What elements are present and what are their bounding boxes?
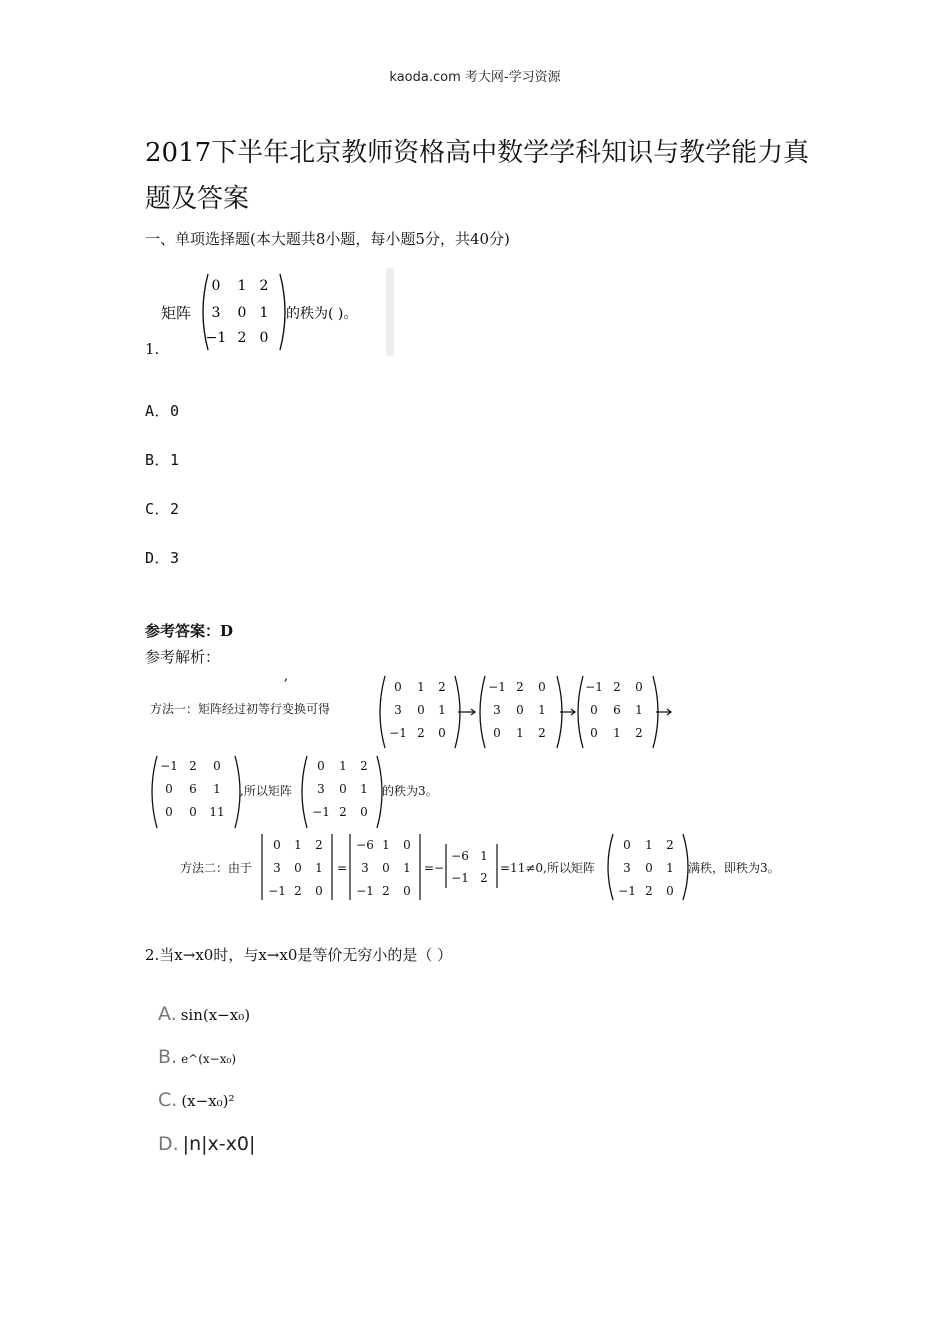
m1c-21: 1 [613, 726, 621, 740]
m2-11: 0 [645, 861, 653, 875]
m1d-12: 1 [213, 782, 221, 796]
m1d-01: 2 [189, 759, 197, 773]
q2-option-c-label: C. [158, 1089, 178, 1111]
stray-mark: , [283, 668, 289, 684]
m1e-20: −1 [312, 805, 330, 819]
d3-10: −1 [451, 871, 469, 885]
m1b-02: 0 [538, 680, 546, 694]
d2-20: −1 [356, 884, 374, 898]
section-heading: 一、单项选择题(本大题共8小题，每小题5分，共40分) [145, 230, 510, 248]
q2-option-b[interactable] [158, 1046, 236, 1068]
q1-m-02: 2 [259, 278, 269, 294]
m2-00: 0 [623, 838, 631, 852]
q1-m-21: 2 [237, 330, 247, 346]
m1b-10: 3 [493, 703, 501, 717]
d3-01: 1 [480, 849, 488, 863]
m2-02: 2 [666, 838, 674, 852]
q1-m-20: −1 [205, 330, 227, 346]
m1c-left-paren [578, 676, 583, 748]
m1e-02: 2 [360, 759, 368, 773]
d3-00: −6 [451, 849, 469, 863]
m2-mid: =11≠0,所以矩阵 [500, 861, 595, 875]
m2-20: −1 [618, 884, 636, 898]
analysis-figure [145, 668, 805, 912]
q1-m-12: 1 [259, 305, 269, 321]
m1e-12: 1 [360, 782, 368, 796]
d2-11: 0 [382, 861, 390, 875]
m1a-00: 0 [394, 680, 402, 694]
q1-m-10: 3 [211, 305, 221, 321]
m1c-20: 0 [590, 726, 598, 740]
q2-option-d[interactable] [158, 1133, 255, 1155]
m1d-22: 11 [209, 805, 225, 819]
d3-11: 2 [480, 871, 488, 885]
m1a-02: 2 [438, 680, 446, 694]
m1e-00: 0 [317, 759, 325, 773]
m1b-left-paren [480, 676, 485, 748]
eq-1: = [336, 861, 348, 875]
q1-m-00: 0 [211, 278, 221, 294]
m1d-20: 0 [165, 805, 173, 819]
m1b-22: 2 [538, 726, 546, 740]
d1-20: −1 [268, 884, 286, 898]
d1-11: 0 [294, 861, 302, 875]
d2-12: 1 [403, 861, 411, 875]
m1a-left-paren [380, 676, 385, 748]
reference-answer: 参考答案：D [145, 622, 234, 640]
m1e-21: 2 [339, 805, 347, 819]
d2-01: 1 [382, 838, 390, 852]
m1c-22: 2 [635, 726, 643, 740]
m1e-01: 1 [339, 759, 347, 773]
q1-m-22: 0 [259, 330, 269, 346]
eq-neg: =− [423, 861, 445, 875]
m1c-01: 2 [613, 680, 621, 694]
m1c-11: 6 [613, 703, 621, 717]
m1d-10: 0 [165, 782, 173, 796]
q2-option-b-label: B. [158, 1046, 178, 1068]
m2-21: 2 [645, 884, 653, 898]
q1-prefix: 矩阵 [161, 304, 192, 322]
d1-12: 1 [315, 861, 323, 875]
m1d-00: −1 [160, 759, 178, 773]
m1d-left-paren [152, 756, 157, 828]
m1e-left-paren [302, 756, 307, 828]
m1b-11: 0 [516, 703, 524, 717]
q2-option-c-expr: (x−x₀)² [181, 1092, 235, 1110]
m2-10: 3 [623, 861, 631, 875]
q1-suffix: 的秩为( )。 [286, 306, 358, 322]
q2-option-a-label: A. [158, 1003, 177, 1025]
q1-matrix-figure [158, 268, 394, 356]
m1a-21: 2 [417, 726, 425, 740]
m1c-02: 0 [635, 680, 643, 694]
d2-22: 0 [403, 884, 411, 898]
d1-02: 2 [315, 838, 323, 852]
m1a-22: 0 [438, 726, 446, 740]
m2-22: 0 [666, 884, 674, 898]
method2-label: 方法二：由于 [180, 861, 253, 875]
q1-option-d[interactable]: D．3 [145, 549, 180, 567]
m2-01: 1 [645, 838, 653, 852]
m1-end: 的秩为3。 [382, 784, 438, 798]
q2-option-c[interactable] [158, 1089, 235, 1111]
m1c-10: 0 [590, 703, 598, 717]
m1b-21: 1 [516, 726, 524, 740]
q2-option-d-expr: |n|x-x0| [182, 1133, 256, 1155]
page-header: kaoda.com 考大网-学习资源 [389, 70, 561, 85]
q2-option-b-expr: e^(x−x₀) [181, 1052, 236, 1066]
m1e-10: 3 [317, 782, 325, 796]
m1e-22: 0 [360, 805, 368, 819]
method1-label: 方法一：矩阵经过初等行变换可得 [150, 702, 331, 716]
m1-text: ,所以矩阵 [240, 784, 292, 798]
q1-option-a[interactable]: A．0 [145, 402, 180, 420]
m1d-11: 6 [189, 782, 197, 796]
m1b-00: −1 [488, 680, 506, 694]
m1d-02: 0 [213, 759, 221, 773]
q1-number: 1. [145, 340, 160, 358]
m2-left-paren [608, 834, 613, 900]
q2-option-d-label: D. [158, 1133, 179, 1155]
m1c-12: 1 [635, 703, 643, 717]
d2-00: −6 [356, 838, 374, 852]
m1d-21: 0 [189, 805, 197, 819]
m1b-01: 2 [516, 680, 524, 694]
q2-option-a-expr: sin(x−x₀) [180, 1006, 251, 1024]
m1a-20: −1 [389, 726, 407, 740]
m1e-11: 0 [339, 782, 347, 796]
d2-21: 2 [382, 884, 390, 898]
d2-10: 3 [361, 861, 369, 875]
q1-m-11: 0 [237, 305, 247, 321]
m1a-01: 1 [417, 680, 425, 694]
m1b-20: 0 [493, 726, 501, 740]
q2-stem: 2.当x→x0时，与x→x0是等价无穷小的是（ ） [145, 946, 453, 964]
m2-12: 1 [666, 861, 674, 875]
document-title: 2017下半年北京教师资格高中数学学科知识与教学能力真题及答案 [145, 138, 810, 214]
m1a-11: 0 [417, 703, 425, 717]
d1-10: 3 [273, 861, 281, 875]
q1-option-b[interactable]: B．1 [145, 451, 180, 469]
m1a-12: 1 [438, 703, 446, 717]
m2-end: 满秩，即秩为3。 [688, 861, 780, 875]
m1a-10: 3 [394, 703, 402, 717]
analysis-label: 参考解析： [145, 648, 221, 666]
m1c-00: −1 [585, 680, 603, 694]
d1-22: 0 [315, 884, 323, 898]
q2-option-a[interactable] [158, 1003, 250, 1025]
q1-m-01: 1 [237, 278, 247, 294]
d1-21: 2 [294, 884, 302, 898]
m1b-12: 1 [538, 703, 546, 717]
q1-option-c[interactable]: C．2 [145, 500, 180, 518]
d1-01: 1 [294, 838, 302, 852]
d1-00: 0 [273, 838, 281, 852]
d2-02: 0 [403, 838, 411, 852]
